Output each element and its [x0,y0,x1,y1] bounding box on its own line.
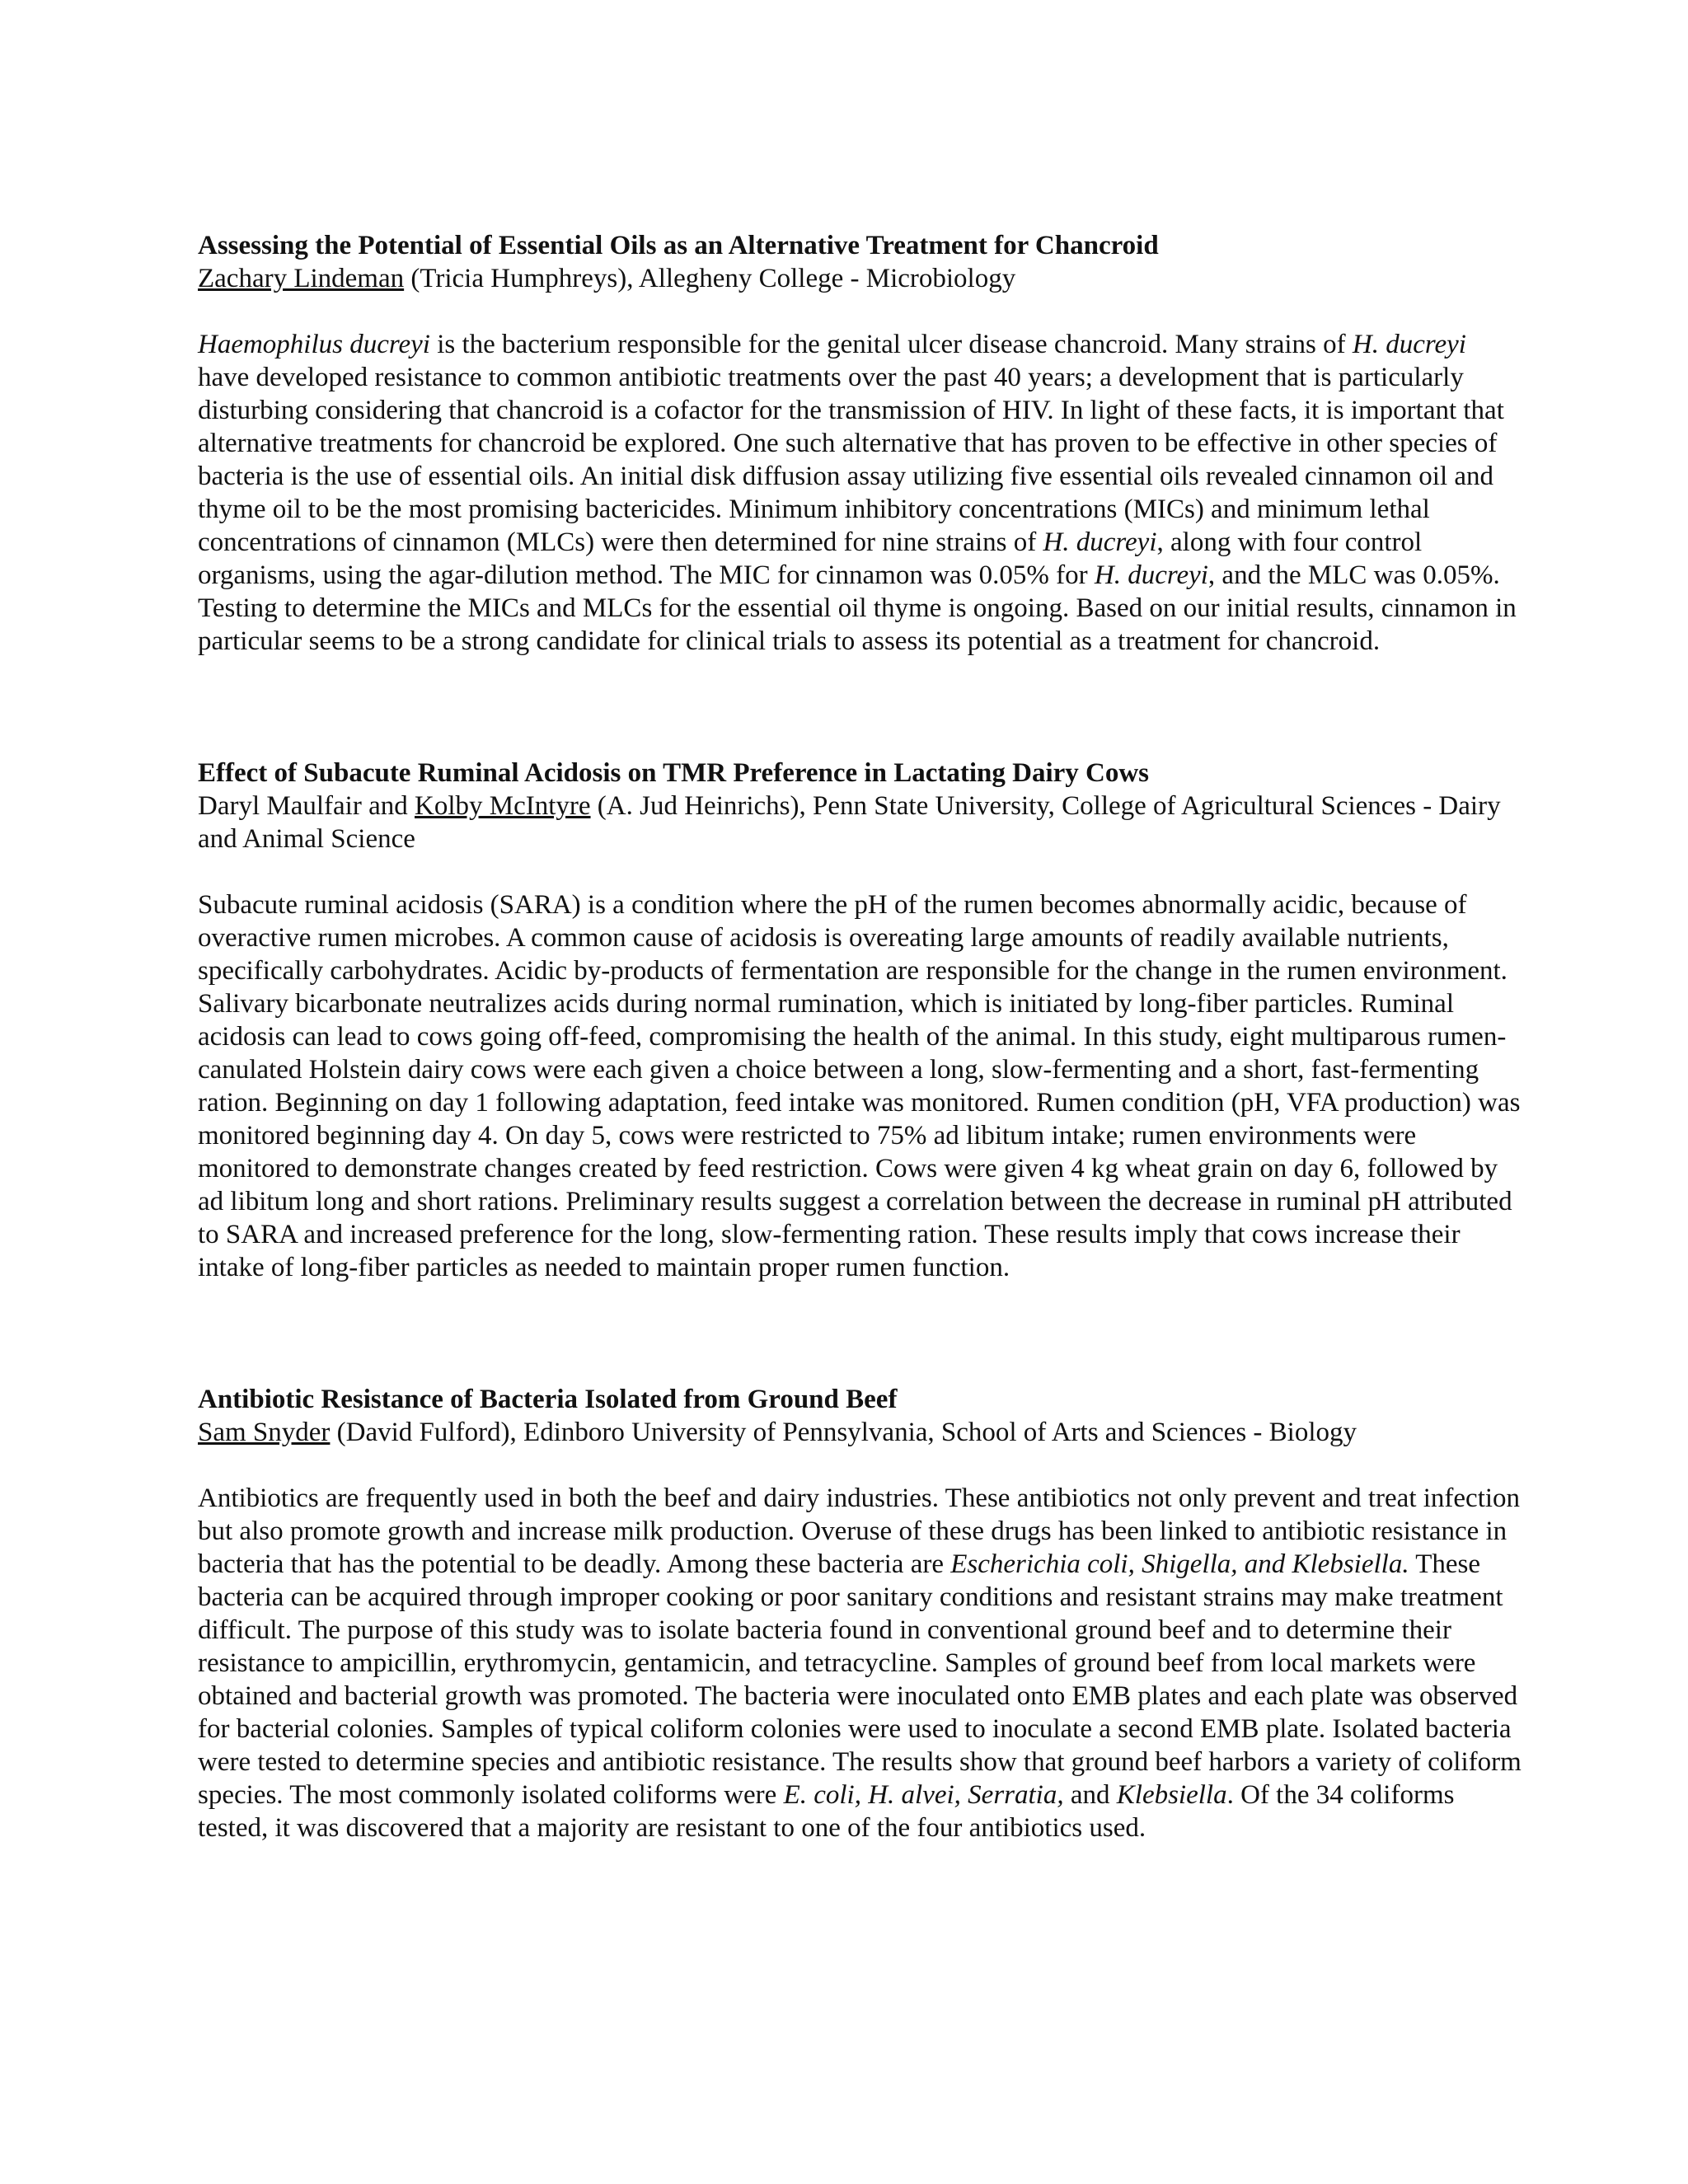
body-text: Subacute ruminal acidosis (SARA) is a condition where the pH of the rumen becomes abnormally acidic, because of overactive rumen microbes. A common cause of acidosis is overeating large amounts of readily available nutrients, specifically carbohydrates. Acidic by-products of fermentation are responsible for the change in the rumen environment. Salivary bicarbonate neutralizes acids during normal rumination, which is initiated by long-fiber particles. Ruminal acidosis can lead to cows going off-feed, compromising the health of the animal. In this study, eight multiparous rumen-canulated Holstein dairy cows were each given a choice between a long, slow-fermenting and a short, fast-fermenting ration. Beginning on day 1 following adaptation, feed intake was monitored. Rumen condition (pH, VFA production) was monitored beginning day 4. On day 5, cows were restricted to 75% ad libitum intake; rumen environments were monitored to demonstrate changes created by feed restriction. Cows were given 4 kg wheat grain on day 6, followed by ad libitum long and short rations. Preliminary results suggest a correlation between the decrease in ruminal pH attributed to SARA and increased preference for the long, slow-fermenting ration. These results imply that cows increase their intake of long-fiber particles as needed to maintain proper rumen function. [198,890,1521,1282]
presenter-name: Zachary Lindeman [198,264,405,293]
abstract-chancroid [198,229,1523,658]
italic-term: H. ducreyi [1094,560,1208,590]
abstract-authors [198,262,1523,295]
abstract-title: Effect of Subacute Ruminal Acidosis on TMR Preference in Lactating Dairy Cows [198,758,1150,788]
abstract-title: Antibiotic Resistance of Bacteria Isolated from Ground Beef [198,1385,898,1414]
abstract-authors [198,1416,1523,1449]
abstract-body [198,1482,1523,1844]
body-text: , along with four control organisms, using the agar-dilution method. The MIC for cinnamon was 0.05% for [198,527,1423,590]
abstract-ground-beef [198,1383,1523,1844]
presenter-name: Kolby McIntyre [415,791,591,821]
body-text: , and the MLC was 0.05%. Testing to determine the MICs and MLCs for the essential oil thyme is ongoing. Based on our initial results, cinnamon in particular seems to be a strong candidate for clinical trials to assess its potential as a treatment for chancroid. [198,560,1517,656]
abstract-authors [198,790,1523,855]
abstract-ruminal-acidosis [198,757,1523,1284]
body-text: Antibiotics are frequently used in both the beef and dairy industries. These antibiotics not only prevent and treat infection but also promote growth and increase milk production. Overuse of these drugs has been linked to antibiotic resistance in bacteria that has the potential to be deadly. Among these bacteria are [198,1483,1521,1579]
italic-term: Haemophilus ducreyi [198,330,430,359]
abstract-body [198,328,1523,658]
presenter-name: Sam Snyder [198,1418,331,1447]
italic-term: Klebsiella [1116,1780,1227,1810]
body-text: have developed resistance to common antibiotic treatments over the past 40 years; a development that is particularly disturbing considering that chancroid is a cofactor for the transmission of HIV. In light of these facts, it is important that alternative treatments for chancroid be explored. One such alternative that has proven to be effective in other species of bacteria is the use of essential oils. An initial disk diffusion assay utilizing five essential oils revealed cinnamon oil and thyme oil to be the most promising bactericides. Minimum inhibitory concentrations (MICs) and minimum lethal concentrations of cinnamon (MLCs) were then determined for nine strains of [198,363,1504,557]
section-gap [198,1284,1523,1383]
abstract-title: Assessing the Potential of Essential Oils as an Alternative Treatment for Chancroid [198,231,1159,260]
co-author-name: Daryl Maulfair and [198,791,415,821]
abstract-body [198,888,1523,1284]
body-text: is the bacterium responsible for the genital ulcer disease chancroid. Many strains of [429,330,1353,359]
section-gap [198,658,1523,757]
author-affiliation: (A. Jud Heinrichs), Penn State University, College of Agricultural Sciences - Dairy and Animal Science [198,791,1501,854]
author-affiliation: (David Fulford), Edinboro University of Pennsylvania, School of Arts and Sciences - Biology [330,1418,1357,1447]
italic-term: H. ducreyi [1043,527,1157,557]
author-affiliation: (Tricia Humphreys), Allegheny College - Microbiology [404,264,1016,293]
body-text: . Of the 34 coliforms tested, it was discovered that a majority are resistant to one of the four antibiotics used. [198,1780,1455,1843]
body-text: These bacteria can be acquired through improper cooking or poor sanitary conditions and resistant strains may make treatment difficult. The purpose of this study was to isolate bacteria found in conventional ground beef and to determine their resistance to ampicillin, erythromycin, gentamicin, and tetracycline. Samples of ground beef from local markets were obtained and bacterial growth was promoted. The bacteria were inoculated onto EMB plates and each plate was observed for bacterial colonies. Samples of typical coliform colonies were used to inoculate a second EMB plate. Isolated bacteria were tested to determine species and antibiotic resistance. The results show that ground beef harbors a variety of coliform species. The most commonly isolated coliforms were [198,1549,1522,1810]
italic-term: H. ducreyi [1352,330,1466,359]
body-text: and [1063,1780,1117,1810]
italic-term: E. coli, H. alvei, Serratia, [783,1780,1064,1810]
italic-term: Escherichia coli, Shigella, and Klebsiella. [950,1549,1409,1579]
